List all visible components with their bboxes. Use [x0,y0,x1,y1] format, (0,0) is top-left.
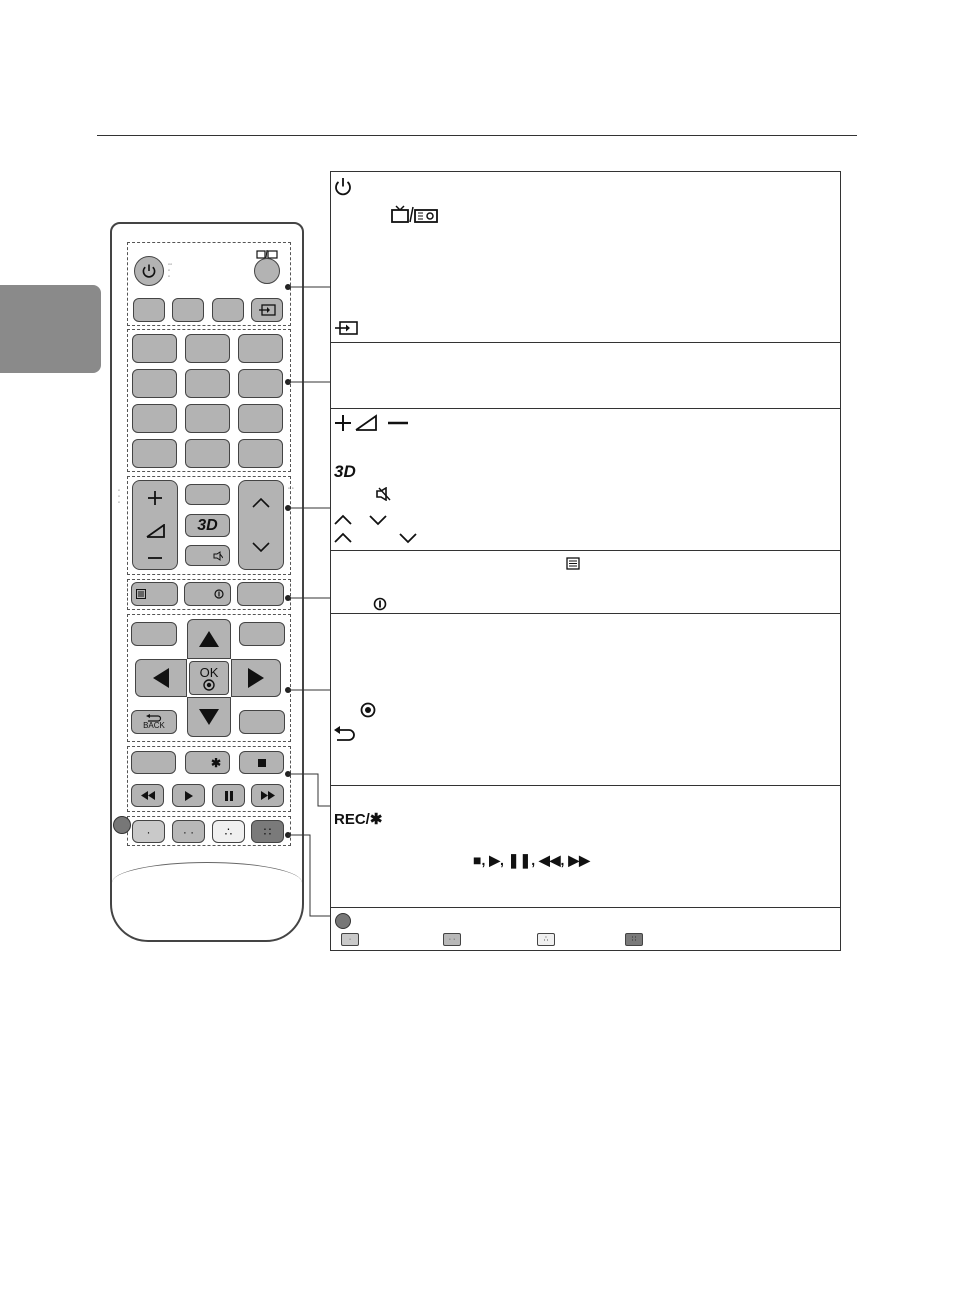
rec-label: REC/✱ [334,811,383,828]
input-button[interactable] [251,298,283,322]
channel-up-icon [252,498,270,508]
num-button-8[interactable] [185,404,230,433]
arrow-left-icon [153,668,169,688]
threed-symbol: 3D [334,462,356,481]
red-chip: · [341,933,359,946]
num-button-6[interactable] [238,369,283,398]
panel-divider-5 [330,785,841,786]
tv-radio-icon [391,205,439,223]
channel-rocker[interactable] [238,480,284,570]
num-button-7[interactable] [132,404,177,433]
text-icon [136,589,146,599]
power-icon [141,263,157,279]
red-button[interactable]: · [132,820,165,843]
channel-down-icon [252,542,270,552]
play-row-button-1[interactable] [131,751,176,774]
text-icon [566,557,580,570]
num-button-0[interactable] [185,439,230,468]
num-button-10[interactable] [132,439,177,468]
up-down-chevron-icons [334,512,424,546]
back-label: BACK [143,721,165,730]
plus-triangle-minus-icons [334,414,410,432]
back-arrow-icon [334,726,356,742]
volume-up-icon [147,490,163,506]
play-button[interactable] [172,784,205,807]
rewind-icon [141,791,155,800]
blue-button[interactable]: ∷ [251,820,284,843]
play-icon [185,791,193,801]
panel-divider-2 [330,408,841,409]
yellow-chip: ∴ [537,933,555,946]
num-button-9[interactable] [238,404,283,433]
stop-icon [258,759,266,767]
mute-icon [376,487,392,501]
color-buttons-icons [330,930,840,950]
yellow-button[interactable]: ∴ [212,820,245,843]
input-icon [334,321,358,335]
ok-circle-icon [360,702,376,718]
threed-label: 3D [197,516,218,534]
stop-button[interactable] [239,751,284,774]
panel-divider-1 [330,342,841,343]
info-icon [214,589,224,599]
volume-rocker[interactable] [132,480,178,570]
top-rule [97,135,857,136]
back-button[interactable] [131,710,177,734]
text-row-button-3[interactable] [237,582,284,606]
pause-icon [225,791,233,801]
panel-divider-3 [330,550,841,551]
description-panel [330,171,841,951]
center-top-button[interactable] [185,484,230,505]
ok-button[interactable] [189,661,229,695]
info-button[interactable] [184,582,231,606]
input-icon [258,304,276,316]
remote-bottom-curve [112,862,302,903]
pause-button[interactable] [212,784,245,807]
tv-radio-button[interactable] [254,258,280,284]
top-row-button-1[interactable] [133,298,165,322]
nav-bottom-right-button[interactable] [239,710,285,734]
num-button-12[interactable] [238,439,283,468]
ok-circle-icon [203,679,215,691]
dpad-right[interactable] [231,659,281,697]
side-tab [0,285,101,373]
playback-icons: ■, ▶, ❚❚, ◀◀, ▶▶ [473,852,590,868]
mute-button[interactable] [185,545,230,566]
num-button-1[interactable] [132,334,177,363]
top-row-button-2[interactable] [172,298,204,322]
num-button-2[interactable] [185,334,230,363]
arrow-down-icon [199,709,219,725]
panel-divider-6 [330,907,841,908]
ok-label: OK [199,664,219,680]
rec-button[interactable]: ✱ [185,751,230,774]
green-button[interactable]: · · [172,820,205,843]
green-chip: · · [443,933,461,946]
blue-chip: ∷ [625,933,643,946]
arrow-up-icon [199,631,219,647]
volume-side-dots: ◦ ◦ ◦ [118,488,121,506]
dpad-up[interactable] [187,619,231,659]
power-indicator-dots: ◦◦ ◦ ◦ [168,262,173,280]
arrow-right-icon [248,668,264,688]
top-row-button-3[interactable] [212,298,244,322]
panel-divider-4 [330,613,841,614]
power-button[interactable] [134,256,164,286]
color-group-marker [113,816,131,834]
fast-forward-icon [261,791,275,800]
info-icon [373,597,387,611]
text-button[interactable] [131,582,178,606]
num-button-5[interactable] [185,369,230,398]
mute-icon [213,551,223,561]
dpad-down[interactable] [187,697,231,737]
rewind-button[interactable] [131,784,164,807]
dpad-left[interactable] [135,659,187,697]
num-button-3[interactable] [238,334,283,363]
threed-button[interactable] [185,514,230,537]
volume-icon [145,524,165,538]
color-buttons-marker [335,913,351,929]
volume-down-icon [147,556,163,560]
channel-side-dots: ◦ ◦ [288,486,294,492]
power-icon [334,177,352,197]
num-button-4[interactable] [132,369,177,398]
